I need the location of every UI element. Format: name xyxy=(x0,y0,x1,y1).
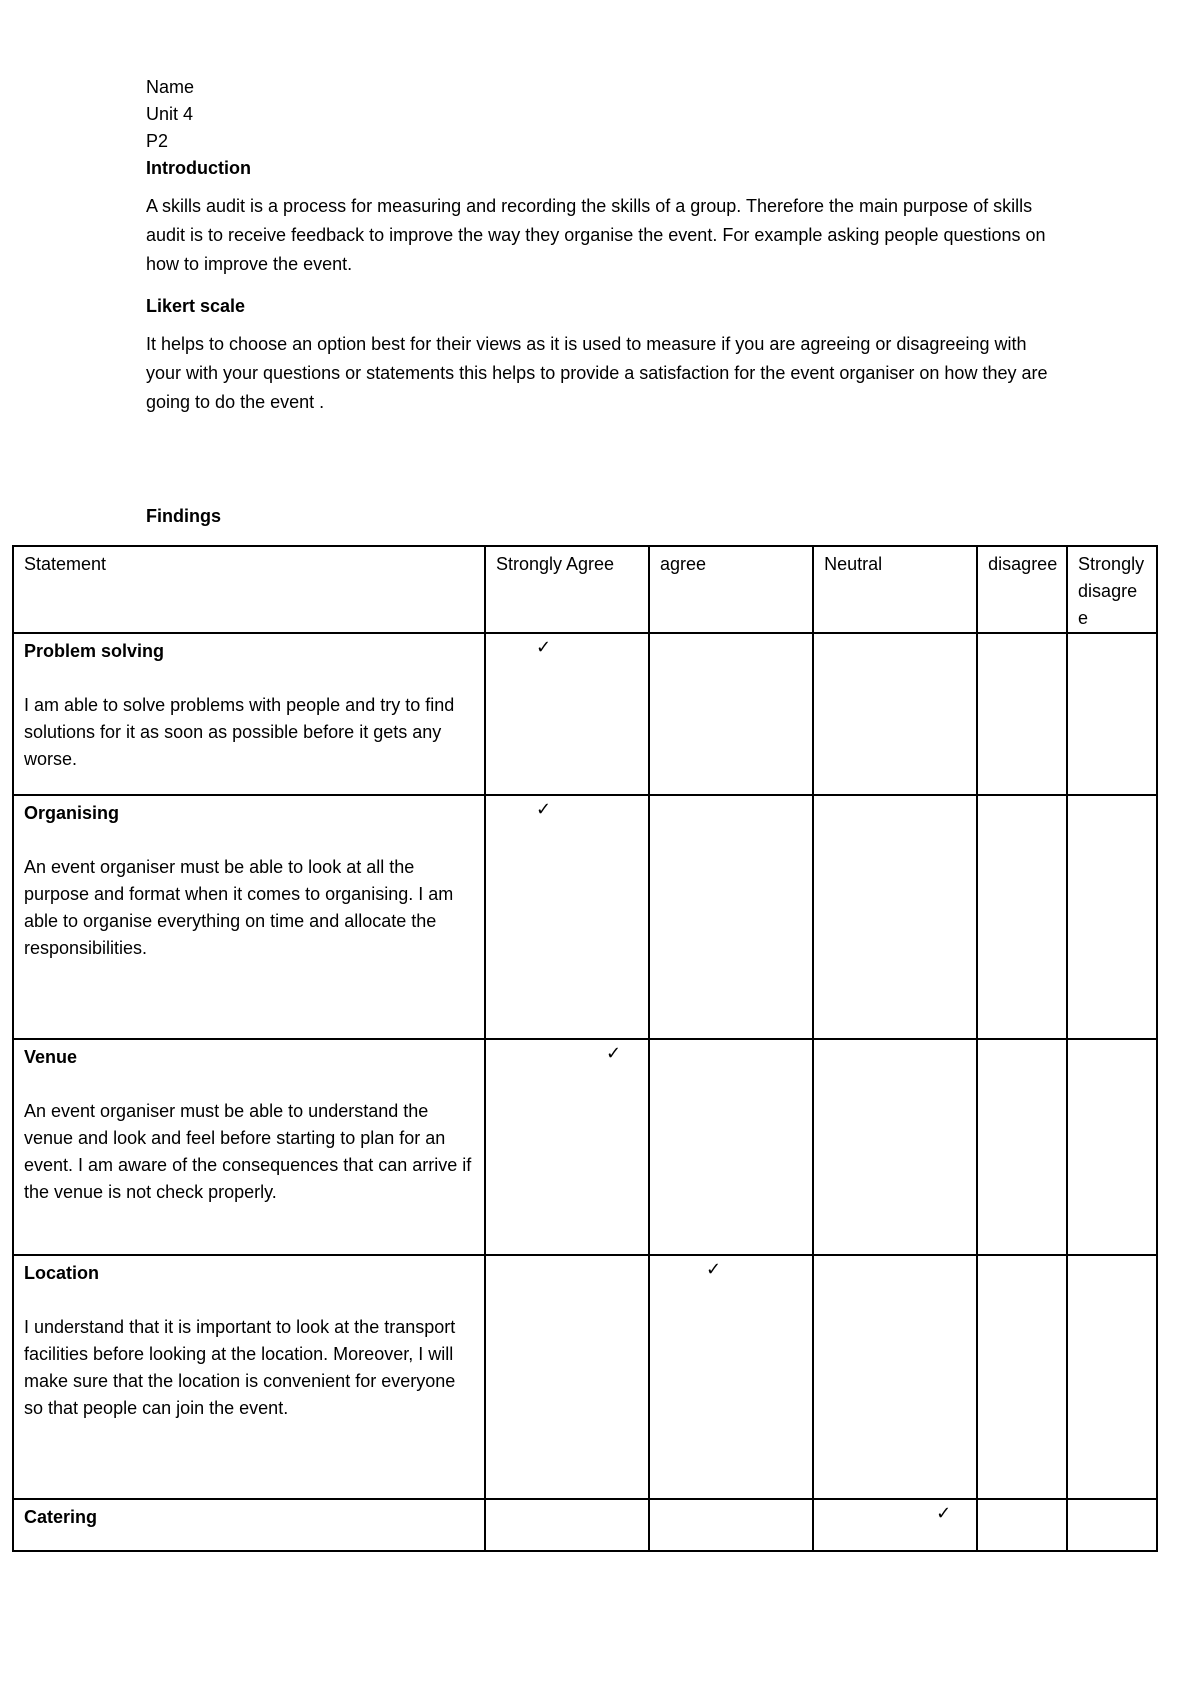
statement-description: An event organiser must be able to look at all the purpose and format when it comes to organising. I am able to organise everything on time and allocate the responsibilities. xyxy=(24,857,454,958)
document-header xyxy=(146,74,1046,417)
statement-cell xyxy=(13,633,485,795)
statement-cell xyxy=(13,795,485,1039)
neutral-cell xyxy=(813,1499,977,1551)
statement-cell xyxy=(13,1499,485,1551)
introduction-heading: Introduction xyxy=(146,158,251,178)
neutral-cell xyxy=(813,1255,977,1499)
agree-cell xyxy=(649,1039,813,1255)
agree-cell xyxy=(649,1255,813,1499)
table-row xyxy=(13,1255,1157,1499)
column-header-agree: agree xyxy=(649,546,813,633)
strongly-agree-cell xyxy=(485,1255,649,1499)
findings-table xyxy=(12,545,1158,1552)
check-icon: ✓ xyxy=(605,1043,622,1064)
disagree-cell xyxy=(977,795,1067,1039)
agree-cell xyxy=(649,1499,813,1551)
strongly-agree-cell xyxy=(485,1499,649,1551)
agree-cell xyxy=(649,795,813,1039)
neutral-cell xyxy=(813,795,977,1039)
name-label: Name xyxy=(146,77,195,97)
disagree-cell xyxy=(977,1039,1067,1255)
statement-cell xyxy=(13,1255,485,1499)
disagree-cell xyxy=(977,1255,1067,1499)
neutral-cell xyxy=(813,1039,977,1255)
criterion-label: P2 xyxy=(146,131,169,151)
disagree-cell xyxy=(977,633,1067,795)
strongly-disagree-cell xyxy=(1067,1255,1157,1499)
check-icon: ✓ xyxy=(936,1503,952,1524)
column-header-neutral: Neutral xyxy=(813,546,977,633)
statement-description: An event organiser must be able to understand the venue and look and feel before starting to plan for an event. I am aware of the consequences that can arrive if the venue is not check properly. xyxy=(24,1101,472,1202)
table-header-row xyxy=(13,546,1157,633)
column-header-disagree: disagree xyxy=(977,546,1067,633)
strongly-agree-cell xyxy=(485,633,649,795)
column-header-strongly-disagree: Strongly disagre e xyxy=(1067,546,1157,633)
strongly-disagree-cell xyxy=(1067,795,1157,1039)
disagree-cell xyxy=(977,1499,1067,1551)
statement-cell xyxy=(13,1039,485,1255)
statement-title: Catering xyxy=(24,1507,98,1527)
statement-title: Organising xyxy=(24,803,120,823)
likert-heading: Likert scale xyxy=(146,296,246,316)
statement-title: Location xyxy=(24,1263,99,1283)
neutral-cell xyxy=(813,633,977,795)
statement-title: Venue xyxy=(24,1047,78,1067)
findings-heading: Findings xyxy=(146,506,221,526)
strongly-disagree-cell xyxy=(1067,1039,1157,1255)
statement-description: I understand that it is important to look at the transport facilities before looking at the location. Moreover, I will make sure that the location is convenient for everyone so that people can join the event. xyxy=(24,1317,456,1418)
table-row xyxy=(13,795,1157,1039)
strongly-disagree-cell xyxy=(1067,1499,1157,1551)
strongly-agree-cell xyxy=(485,795,649,1039)
statement-title: Problem solving xyxy=(24,641,165,661)
check-icon: ✓ xyxy=(706,1259,722,1280)
statement-description: I am able to solve problems with people and try to find solutions for it as soon as possible before it gets any worse. xyxy=(24,695,455,769)
unit-label: Unit 4 xyxy=(146,104,194,124)
table-row xyxy=(13,1039,1157,1255)
table-row xyxy=(13,1499,1157,1551)
strongly-disagree-cell xyxy=(1067,633,1157,795)
introduction-body: A skills audit is a process for measuring and recording the skills of a group. Therefore the main purpose of skills audit is to receive feedback to improve the way they organise the event. For example asking people questions on how to improve the event. xyxy=(146,196,1046,274)
column-header-statement: Statement xyxy=(13,546,485,633)
table-row xyxy=(13,633,1157,795)
column-header-strongly-agree: Strongly Agree xyxy=(485,546,649,633)
likert-body: It helps to choose an option best for their views as it is used to measure if you are agreeing or disagreeing with your with your questions or statements this helps to provide a satisfaction for the event organiser on how they are going to do the event . xyxy=(146,334,1048,412)
agree-cell xyxy=(649,633,813,795)
check-icon: ✓ xyxy=(535,799,552,820)
check-icon: ✓ xyxy=(535,637,552,658)
strongly-agree-cell xyxy=(485,1039,649,1255)
